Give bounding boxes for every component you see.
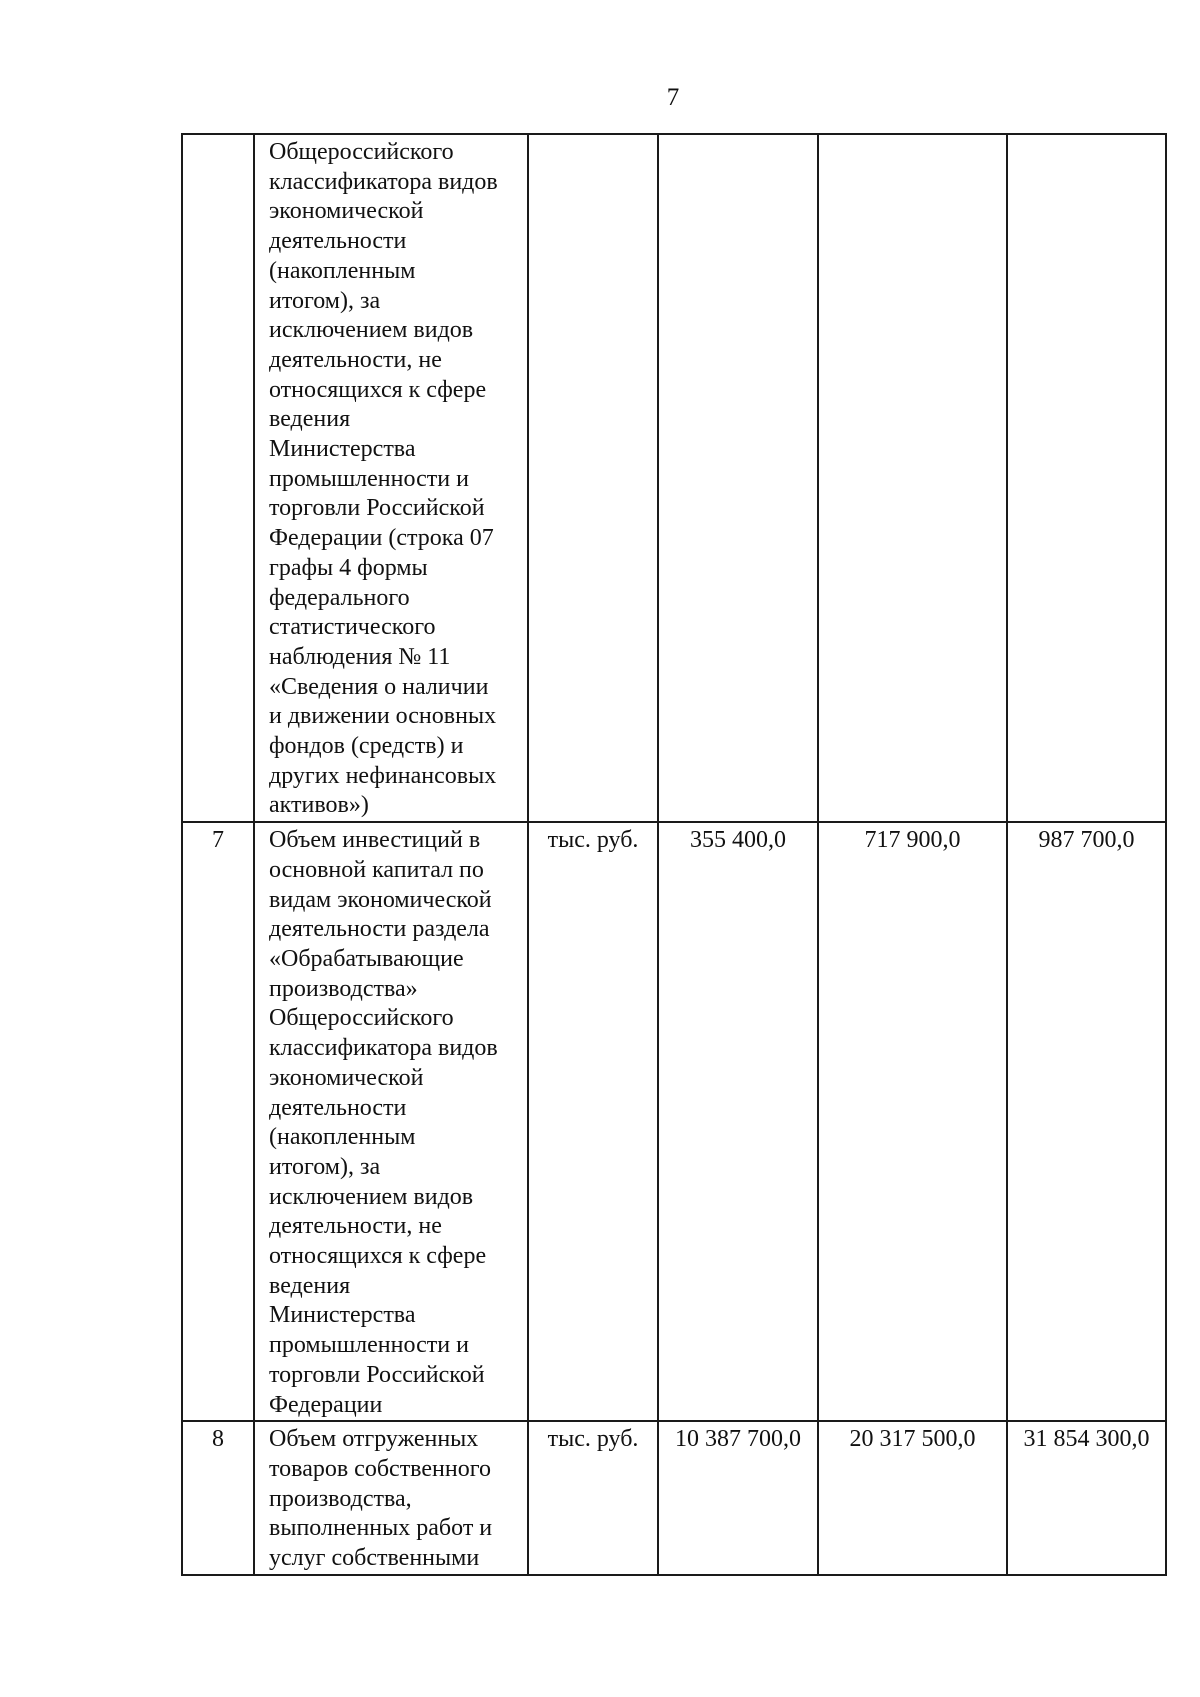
indicator-description: Объем инвестиций в основной капитал по видам экономической деятельности раздела «Обрабатывающие производства» Общероссийского классификатора видов экономической деятельности (накопленным итогом), за исключением видов деятельности, не относящихся к сфере ведения Министерства промышленности и торговли Российской Федерации — [269, 827, 498, 1418]
value-cell-1 — [658, 134, 818, 822]
page-number: 7 — [666, 84, 680, 111]
indicator-description-cell — [254, 134, 528, 822]
value-cell-2 — [818, 134, 1007, 822]
value-cell-3: 987 700,0 — [1007, 822, 1166, 1421]
indicator-description-cell — [254, 822, 528, 1421]
table-row — [182, 822, 1166, 1421]
value-cell-3 — [1007, 134, 1166, 822]
table-row — [182, 134, 1166, 822]
unit-cell: тыс. руб. — [528, 1421, 658, 1575]
unit-cell — [528, 134, 658, 822]
indicator-description: Общероссийского классификатора видов экономической деятельности (накопленным итогом), за исключением видов деятельности, не относящихся к сфере ведения Министерства промышленности и торговли Российской Федерации (строка 07 графы 4 формы федерального статистического наблюдения № 11 «Сведения о наличии и движении основных фондов (средств) и других нефинансовых активов») — [269, 139, 498, 819]
table-row — [182, 1421, 1166, 1575]
value-cell-3: 31 854 300,0 — [1007, 1421, 1166, 1575]
row-number-cell: 8 — [182, 1421, 254, 1575]
indicators-table — [181, 133, 1167, 1576]
value-cell-1: 10 387 700,0 — [658, 1421, 818, 1575]
value-cell-1: 355 400,0 — [658, 822, 818, 1421]
value-cell-2: 717 900,0 — [818, 822, 1007, 1421]
row-number-cell — [182, 134, 254, 822]
unit-cell: тыс. руб. — [528, 822, 658, 1421]
value-cell-2: 20 317 500,0 — [818, 1421, 1007, 1575]
indicator-description-cell — [254, 1421, 528, 1575]
row-number-cell: 7 — [182, 822, 254, 1421]
indicator-description: Объем отгруженных товаров собственного производства, выполненных работ и услуг собственными — [269, 1426, 493, 1572]
